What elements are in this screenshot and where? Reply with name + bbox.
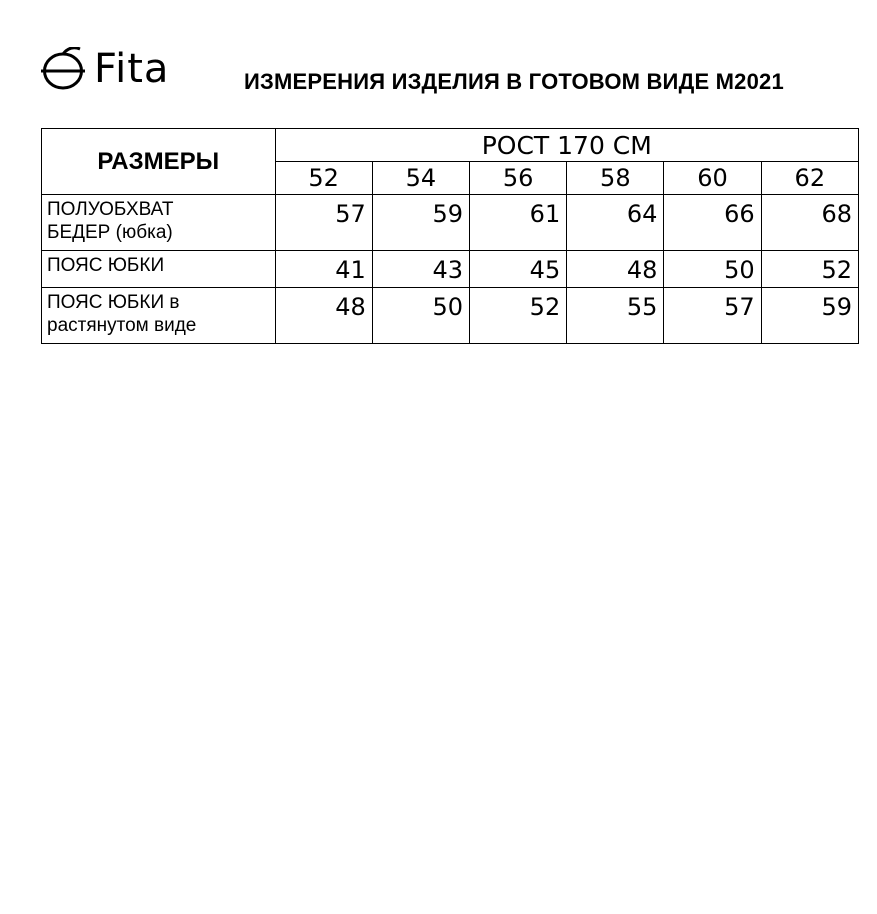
row-label-line: ПОЯС ЮБКИ в: [47, 292, 180, 313]
size-cell: 56: [470, 162, 567, 195]
value-cell: 59: [761, 288, 858, 344]
value-cell: 50: [664, 251, 761, 288]
value-cell: 55: [567, 288, 664, 344]
row-label-line: БЕДЕР (юбка): [47, 222, 173, 243]
table-row: [42, 195, 859, 251]
table-row: [42, 288, 859, 344]
value-cell: 41: [275, 251, 372, 288]
row-label-line: ПОЯС ЮБКИ: [47, 255, 165, 276]
value-cell: 68: [761, 195, 858, 251]
height-header: РОСТ 170 СМ: [275, 129, 858, 162]
value-cell: 48: [275, 288, 372, 344]
row-label-line: растянутом виде: [47, 315, 197, 336]
table-row: [42, 251, 859, 288]
size-cell: 58: [567, 162, 664, 195]
table-header-row: [42, 129, 859, 162]
row-label-line: ПОЛУОБХВАТ: [47, 199, 174, 220]
value-cell: 50: [372, 288, 469, 344]
size-cell: 54: [372, 162, 469, 195]
value-cell: 64: [567, 195, 664, 251]
value-cell: 66: [664, 195, 761, 251]
value-cell: 52: [761, 251, 858, 288]
value-cell: 52: [470, 288, 567, 344]
size-table: [41, 128, 859, 344]
value-cell: 48: [567, 251, 664, 288]
brand-name: Fita: [94, 46, 170, 92]
row-label: [42, 251, 276, 288]
value-cell: 43: [372, 251, 469, 288]
value-cell: 61: [470, 195, 567, 251]
size-cell: 62: [761, 162, 858, 195]
fita-logo-icon: [40, 47, 86, 91]
row-label: [42, 288, 276, 344]
size-cell: 52: [275, 162, 372, 195]
sizes-header: РАЗМЕРЫ: [42, 129, 276, 195]
value-cell: 59: [372, 195, 469, 251]
document-title: ИЗМЕРЕНИЯ ИЗДЕЛИЯ В ГОТОВОМ ВИДЕ М2021: [244, 69, 784, 94]
size-cell: 60: [664, 162, 761, 195]
brand-logo: [40, 44, 169, 94]
value-cell: 57: [275, 195, 372, 251]
value-cell: 57: [664, 288, 761, 344]
value-cell: 45: [470, 251, 567, 288]
row-label: [42, 195, 276, 251]
